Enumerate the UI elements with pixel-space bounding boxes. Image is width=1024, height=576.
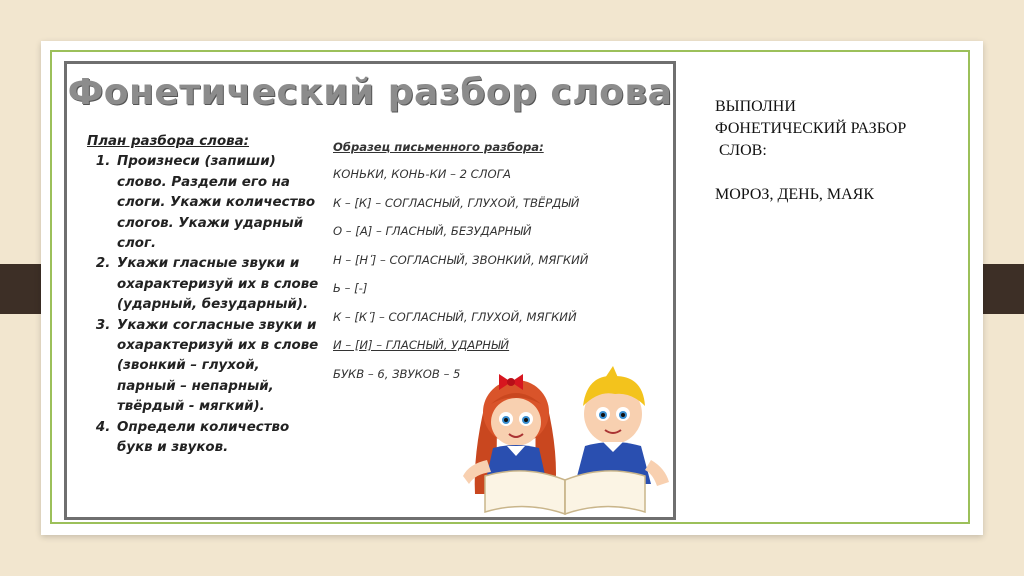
plan-item: 2. Укажи гласные звуки и охарактеризуй их в слове (ударный, безударный). [115, 254, 322, 315]
task-words: МОРОЗ, ДЕНЬ, МАЯК [715, 186, 874, 203]
task-line: СЛОВ: [715, 142, 767, 159]
sample-line: БУКВ – 6, ЗВУКОВ – 5 [333, 366, 461, 381]
sample-heading: Образец письменного разбора: [333, 140, 544, 154]
sample-line: КОНЬКИ, КОНЬ-КИ – 2 СЛОГА [333, 167, 511, 181]
task-line: ФОНЕТИЧЕСКИЙ РАЗБОР [715, 120, 907, 137]
card-title: Фонетический разбор слова [67, 72, 673, 113]
plan-heading: План разбора слова: [87, 134, 250, 149]
sample-line: И – [И] – ГЛАСНЫЙ, УДАРНЫЙ [333, 338, 510, 352]
sample-line: К – [К ̕] – СОГЛАСНЫЙ, ГЛУХОЙ, МЯГКИЙ [333, 309, 577, 324]
plan-item: 3. Укажи согласные звуки и охарактеризуй их в слове (звонкий – глухой, парный – непарный, твёрдый - мягкий). [115, 316, 322, 418]
children-reading-illustration [455, 364, 676, 516]
analysis-plan [87, 132, 322, 459]
open-book [485, 471, 645, 514]
sample-analysis [333, 140, 663, 392]
task-line: ВЫПОЛНИ [715, 98, 796, 115]
plan-item: 1. Произнеси (запиши) слово. Раздели его на слоги. Укажи количество слогов. Укажи ударный слог. [115, 152, 322, 254]
sample-line: К – [К] – СОГЛАСНЫЙ, ГЛУХОЙ, ТВЁРДЫЙ [333, 195, 580, 210]
boy-figure [575, 366, 669, 486]
sample-line: Н – [Н ̕] – СОГЛАСНЫЙ, ЗВОНКИЙ, МЯГКИЙ [333, 252, 589, 267]
phonetic-analysis-card [64, 61, 676, 520]
sample-line: Ь – [-] [333, 281, 368, 295]
sample-line: О – [А] – ГЛАСНЫЙ, БЕЗУДАРНЫЙ [333, 224, 532, 238]
plan-list [87, 152, 322, 458]
task-text [715, 96, 965, 206]
plan-item: 4. Определи количество букв и звуков. [115, 418, 322, 459]
